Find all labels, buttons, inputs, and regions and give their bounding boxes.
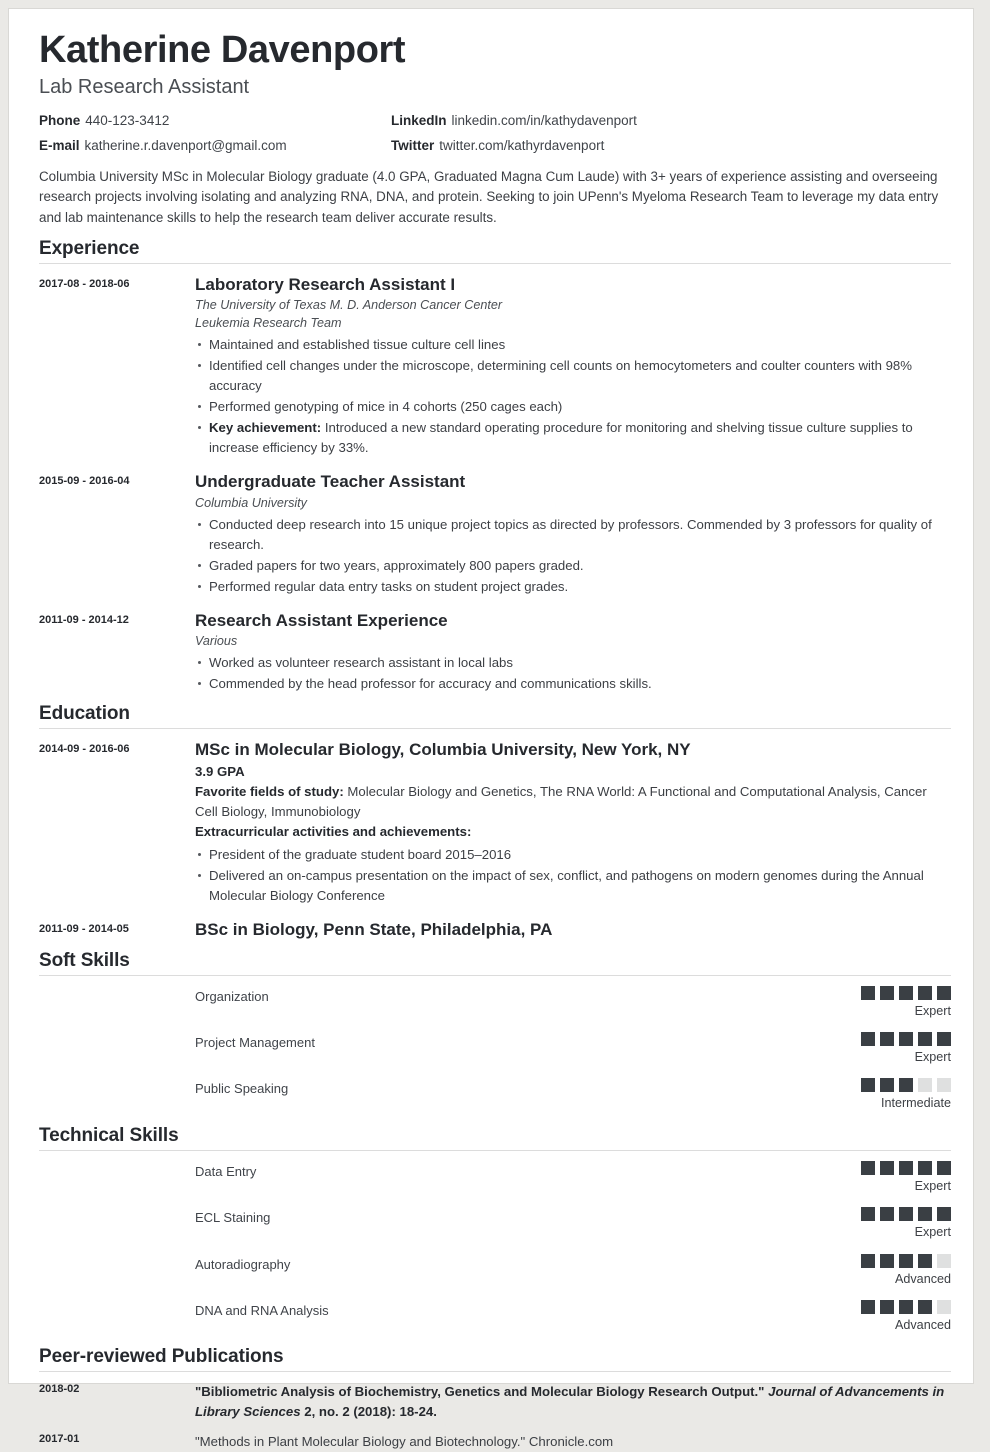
section-soft-skills <box>39 950 951 1111</box>
education-fields-value: Molecular Biology and Genetics, The RNA World: A Functional and Computational Analysis, Cancer Cell Biology, Immunobiology <box>195 784 927 820</box>
contact-email-label: E-mail <box>39 137 80 153</box>
entry-date: 2011-09 - 2014-05 <box>39 922 129 935</box>
skill-row <box>39 1207 951 1240</box>
publication-entry <box>39 1382 951 1422</box>
rating-square-filled <box>899 1207 913 1221</box>
rating-square-filled <box>861 986 875 1000</box>
education-entry <box>39 739 951 907</box>
list-item <box>195 515 951 555</box>
entry-title: Research Assistant Experience <box>195 610 448 630</box>
list-item <box>195 653 951 673</box>
publication-date: 2018-02 <box>39 1382 80 1395</box>
rating-square-empty <box>937 1078 951 1092</box>
skill-row <box>39 1078 951 1111</box>
list-item <box>195 674 951 694</box>
rating-square-filled <box>937 1161 951 1175</box>
publication-entry <box>39 1432 951 1452</box>
entry-main <box>195 739 951 907</box>
entry-main <box>195 610 951 695</box>
rating-squares <box>831 1032 951 1046</box>
skill-label: Autoradiography <box>195 1256 291 1272</box>
rating-squares <box>831 1254 951 1268</box>
rating-square-filled <box>918 1254 932 1268</box>
entry-title: BSc in Biology, Penn State, Philadelphia, PA <box>195 919 553 939</box>
skill-label: Public Speaking <box>195 1081 289 1097</box>
publication-detail: 2, no. 2 (2018): 18-24. <box>304 1403 437 1419</box>
experience-entry <box>39 471 951 597</box>
entry-bullets <box>195 653 951 694</box>
education-bullets <box>195 845 951 906</box>
contact-email <box>39 138 391 153</box>
rating-square-filled <box>861 1161 875 1175</box>
rating-square-filled <box>899 1254 913 1268</box>
bullet-text: Performed genotyping of mice in 4 cohorts (250 cages each) <box>209 399 563 415</box>
bullet-lead: Key achievement: <box>209 420 322 436</box>
contact-linkedin-label: LinkedIn <box>391 112 447 128</box>
publication-date: 2017-01 <box>39 1433 80 1446</box>
rating-square-empty <box>937 1254 951 1268</box>
section-heading-publications: Peer-reviewed Publications <box>39 1346 951 1372</box>
skill-row <box>39 1300 951 1333</box>
section-education <box>39 703 951 942</box>
bullet-text: Introduced a new standard operating procedure for monitoring and shelving tissue culture supplies to increase efficiency by 33%. <box>209 420 913 456</box>
bullet-text: Identified cell changes under the microscope, determining cell counts on hemocytometers and coulter counters with 98% accuracy <box>209 358 912 394</box>
rating-square-filled <box>918 986 932 1000</box>
bullet-text: Performed regular data entry tasks on student project grades. <box>209 578 569 594</box>
skill-level-label: Expert <box>914 1050 951 1065</box>
entry-organization: Columbia University <box>195 495 307 510</box>
rating-square-filled <box>918 1300 932 1314</box>
rating-square-filled <box>899 1032 913 1046</box>
skill-level-label: Expert <box>914 1003 951 1018</box>
entry-main <box>195 919 951 942</box>
resume-page <box>8 8 974 1450</box>
resume-content <box>9 9 973 1452</box>
rating-square-filled <box>918 1207 932 1221</box>
contact-twitter-value[interactable]: twitter.com/kathyrdavenport <box>439 137 605 153</box>
candidate-name: Katherine Davenport <box>39 29 406 71</box>
entry-title: Undergraduate Teacher Assistant <box>195 472 466 492</box>
rating-square-filled <box>880 1078 894 1092</box>
bullet-text: President of the graduate student board 2015–2016 <box>209 846 512 862</box>
skill-row <box>39 1254 951 1287</box>
rating-square-filled <box>937 1032 951 1046</box>
bullet-text: Maintained and established tissue culture cell lines <box>209 337 506 353</box>
section-heading-education: Education <box>39 703 951 729</box>
bullet-text: Worked as volunteer research assistant in local labs <box>209 654 513 670</box>
skill-level-label: Advanced <box>894 1317 951 1332</box>
rating-square-empty <box>918 1078 932 1092</box>
contact-details <box>39 113 951 153</box>
entry-main <box>195 471 951 597</box>
rating-square-filled <box>937 986 951 1000</box>
professional-summary: Columbia University MSc in Molecular Biology graduate (4.0 GPA, Graduated Magna Cum Laude) with 3+ years of experience assisting and overseeing research projects involving isolating and analyzing RNA, DNA, and protein. Seeking to join UPenn's Myeloma Research Team to leverage my data entry and lab maintenance skills to help the research team deliver accurate results. <box>39 168 939 225</box>
education-extracurricular-label: Extracurricular activities and achievements: <box>195 824 472 840</box>
rating-square-filled <box>937 1207 951 1221</box>
rating-square-filled <box>880 1207 894 1221</box>
education-entry <box>39 919 951 942</box>
candidate-job-title: Lab Research Assistant <box>39 75 250 98</box>
list-item <box>195 397 951 417</box>
rating-squares <box>831 1207 951 1221</box>
section-heading-technical-skills: Technical Skills <box>39 1125 951 1151</box>
education-entries <box>39 729 951 942</box>
rating-square-filled <box>880 1161 894 1175</box>
contact-phone-value: 440-123-3412 <box>85 112 170 128</box>
entry-main <box>195 274 951 459</box>
rating-square-filled <box>880 1300 894 1314</box>
rating-square-filled <box>861 1078 875 1092</box>
contact-twitter <box>391 138 951 153</box>
rating-square-empty <box>937 1300 951 1314</box>
skill-label: Organization <box>195 988 269 1004</box>
skill-level-label: Intermediate <box>880 1096 951 1111</box>
rating-square-filled <box>880 986 894 1000</box>
publications-list <box>39 1372 951 1452</box>
rating-squares <box>831 1300 951 1314</box>
rating-square-filled <box>861 1032 875 1046</box>
contact-phone-label: Phone <box>39 112 81 128</box>
entry-organization: Various <box>195 634 238 649</box>
rating-square-filled <box>861 1300 875 1314</box>
rating-squares <box>831 986 951 1000</box>
rating-square-filled <box>880 1032 894 1046</box>
rating-square-filled <box>918 1161 932 1175</box>
list-item <box>195 866 951 906</box>
entry-title: Laboratory Research Assistant I <box>195 275 456 295</box>
technical-skills-list <box>39 1151 951 1332</box>
entry-bullets <box>195 515 951 597</box>
list-item <box>195 556 951 576</box>
publication-citation <box>195 1382 951 1422</box>
publication-title: "Bibliometric Analysis of Biochemistry, Genetics and Molecular Biology Research Output." <box>195 1383 765 1399</box>
skill-label: Project Management <box>195 1035 315 1051</box>
bullet-text: Conducted deep research into 15 unique project topics as directed by professors. Commended by 3 professors for quality of research. <box>209 516 932 552</box>
section-publications <box>39 1346 951 1452</box>
bullet-text: Commended by the head professor for accuracy and communications skills. <box>209 675 652 691</box>
skill-rating <box>831 1300 951 1333</box>
skill-label: DNA and RNA Analysis <box>195 1302 329 1318</box>
rating-square-filled <box>899 986 913 1000</box>
contact-email-value[interactable]: katherine.r.davenport@gmail.com <box>84 137 287 153</box>
experience-entries <box>39 264 951 695</box>
skill-level-label: Expert <box>914 1225 951 1240</box>
rating-square-filled <box>861 1207 875 1221</box>
entry-date: 2017-08 - 2018-06 <box>39 278 130 291</box>
education-fields-label: Favorite fields of study: <box>195 784 344 800</box>
entry-date: 2014-09 - 2016-06 <box>39 743 130 756</box>
rating-squares <box>831 1078 951 1092</box>
skill-rating <box>831 1254 951 1287</box>
skill-row <box>39 986 951 1019</box>
education-fields <box>195 782 951 822</box>
list-item <box>195 577 951 597</box>
list-item <box>195 845 951 865</box>
entry-bullets <box>195 335 951 458</box>
skill-rating <box>831 1161 951 1194</box>
skill-level-label: Advanced <box>894 1271 951 1286</box>
skill-rating <box>831 1032 951 1065</box>
entry-team: Leukemia Research Team <box>195 316 342 331</box>
list-item <box>195 356 951 396</box>
entry-organization: The University of Texas M. D. Anderson Cancer Center <box>195 298 503 313</box>
skill-rating <box>831 1207 951 1240</box>
list-item <box>195 335 951 355</box>
section-technical-skills <box>39 1125 951 1332</box>
contact-phone <box>39 113 391 128</box>
education-gpa: 3.9 GPA <box>195 764 245 780</box>
section-heading-soft-skills: Soft Skills <box>39 950 951 976</box>
list-item <box>195 418 951 458</box>
rating-square-filled <box>918 1032 932 1046</box>
soft-skills-list <box>39 976 951 1111</box>
rating-square-filled <box>899 1078 913 1092</box>
skill-row <box>39 1032 951 1065</box>
contact-linkedin-value[interactable]: linkedin.com/in/kathydavenport <box>451 112 637 128</box>
entry-title: MSc in Molecular Biology, Columbia University, New York, NY <box>195 740 691 760</box>
rating-square-filled <box>899 1161 913 1175</box>
bullet-text: Graded papers for two years, approximately 800 papers graded. <box>209 557 584 573</box>
resume-header <box>39 31 951 228</box>
bullet-text: Delivered an on-campus presentation on the impact of sex, conflict, and pathogens on modern genomes during the Annual Molecular Biology Conference <box>209 867 924 903</box>
skill-rating <box>831 1078 951 1111</box>
entry-date: 2011-09 - 2014-12 <box>39 613 129 626</box>
section-heading-experience: Experience <box>39 238 951 264</box>
rating-squares <box>831 1161 951 1175</box>
publication-journal: Journal of Advancements in Library Sciences <box>195 1383 945 1419</box>
skill-label: ECL Staining <box>195 1210 271 1226</box>
contact-twitter-label: Twitter <box>391 137 435 153</box>
entry-date: 2015-09 - 2016-04 <box>39 475 130 488</box>
rating-square-filled <box>861 1254 875 1268</box>
contact-linkedin <box>391 113 951 128</box>
rating-square-filled <box>899 1300 913 1314</box>
section-experience <box>39 238 951 695</box>
skill-row <box>39 1161 951 1194</box>
experience-entry <box>39 274 951 459</box>
skill-rating <box>831 986 951 1019</box>
skill-level-label: Expert <box>914 1179 951 1194</box>
experience-entry <box>39 610 951 695</box>
publication-citation: "Methods in Plant Molecular Biology and Biotechnology." Chronicle.com <box>195 1434 614 1450</box>
rating-square-filled <box>880 1254 894 1268</box>
skill-label: Data Entry <box>195 1164 257 1180</box>
